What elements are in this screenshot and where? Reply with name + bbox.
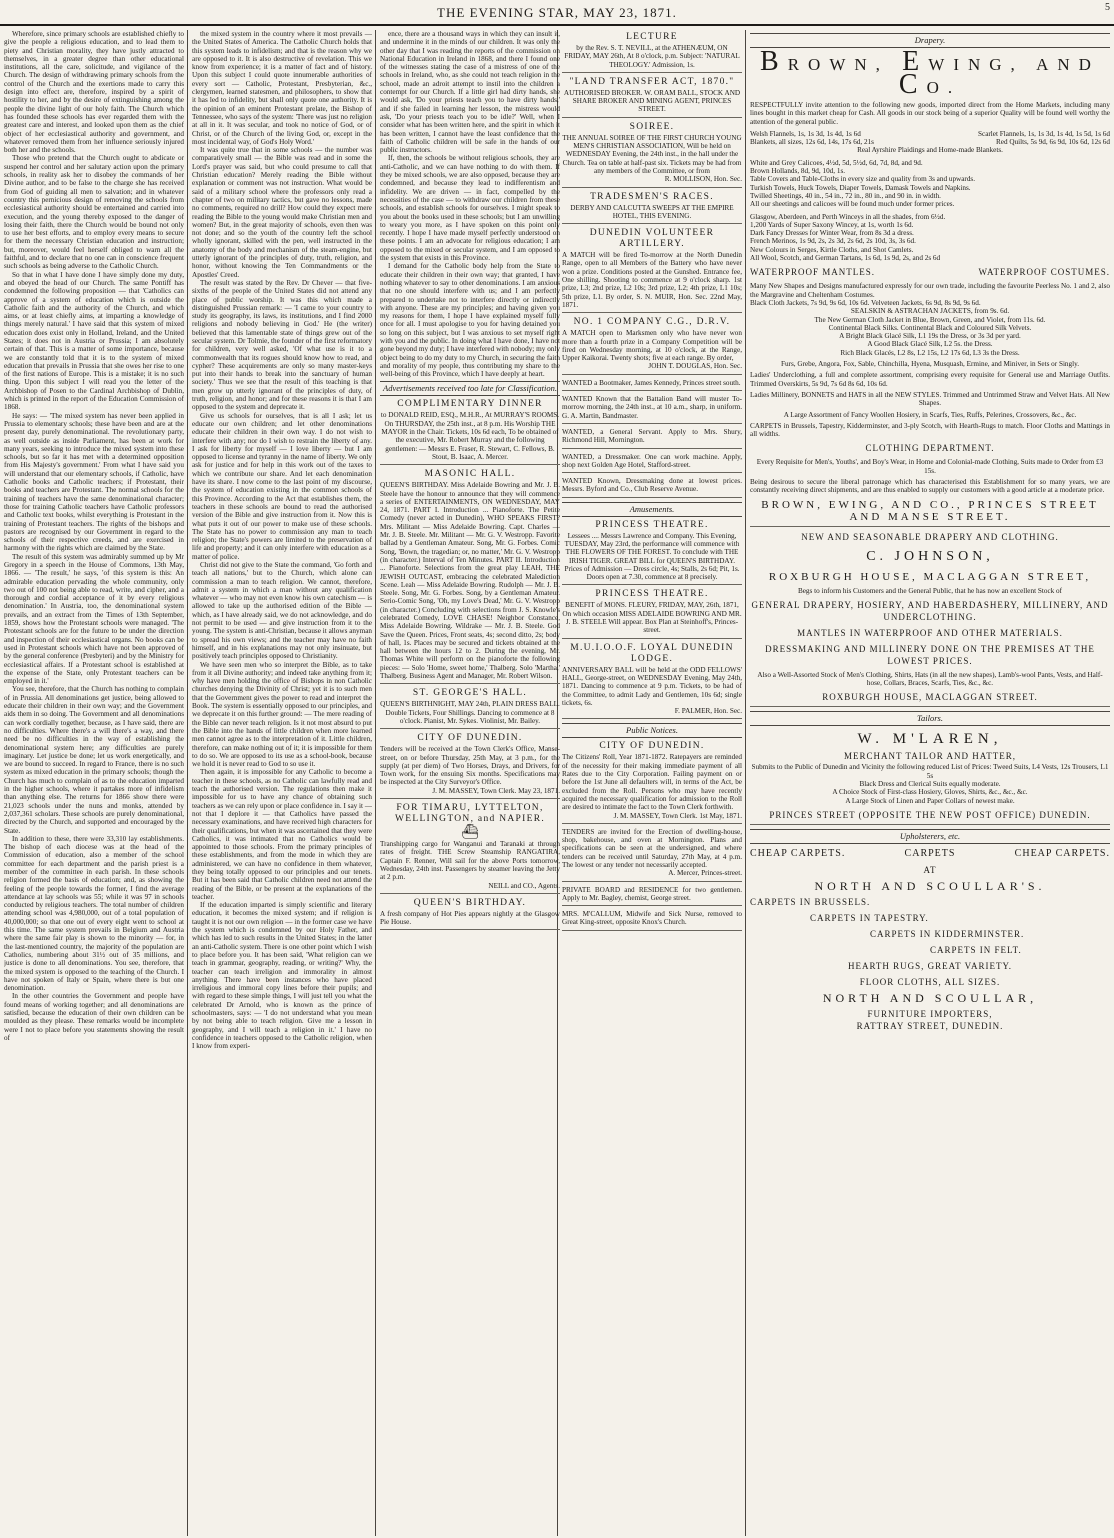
carpets-firm: NORTH AND SCOULLAR'S. [814,878,1046,893]
editorial-paragraph: Then again, it is impossible for any Catholic to become a teacher in these schools, as no Catholic can lawfully read and teach the authorised version. The regulations then make it impossible for us to have any chance of obtaining such teachers as we can rely upon or place confidence in. I say it — not that I deplore it — that Catholics have passed the necessary examinations, and have received high characters for their qualifications, but when it was ascertained that they were Catholics, it was intimated that no Catholics would be appointed to those schools. From the primary principles of these establishments, and from the mode in which they are administered, we can have no confidence in them whatever, they being totally opposed to our principles and our tenets. But it has been said that Catholic children need not attend the reading of the Bible, or be present at the explanations of the teacher. [192,768,372,901]
ad-wanted [562,379,742,391]
ad-headline: SOIREE. [629,121,675,132]
ad-signature: R. MOLLISON, Hon. Sec. [664,175,742,184]
ad-headline: FOR TIMARU, LYTTELTON, WELLINGTON, and NAPIER. [394,803,546,825]
mantles-item: Ladies' Underclothing, a full and complete assortment, comprising every requisite for General use and Marriage Outfits. Trimmed Overskirts, 5s 9d, 7s 6d 8s 6d, 10s 6d. [750,371,1110,388]
banner-letter: E [902,46,929,77]
johnson-address: ROXBURGH HOUSE, MACLAGGAN STREET, [768,570,1092,583]
mantles-item: A Good Black Glacé Silk, L2 5s. the Dress. [867,340,993,349]
ad-signature: J. M. MASSEY, Town Clerk. 1st May, 1871. [613,811,742,820]
section-heading-drapery: Drapery. [750,33,1110,48]
price-item: Brown Hollands, 8d, 9d, 10d, 1s. [750,167,846,176]
ad-body: Lessees .... Messrs Lawrence and Company. This Evening, TUESDAY, May 23rd, the performance will commence with THE FLOWERS OF THE FOREST. To conclude with THE IRISH TIGER. GREAT BILL for QUEEN'S BIRTHDAY. Prices of Admission — Dress circle, 4s; Stalls, 2s 6d; Pit, 1s. Doors open at 7.30, commence at 8 precisely. [564,531,740,582]
costumes-head: WATERPROOF COSTUMES. [978,267,1110,278]
steamship-icon: ⛴ [461,825,479,841]
ad-body: AUTHORISED BROKER. W. ORAM BALL, STOCK AND SHARE BROKER AND MINING AGENT, PRINCES STREET. [563,88,741,114]
ads-column-4 [562,30,742,1536]
banner-letter: B [760,46,788,77]
editorial-paragraph: It was quite true that in some schools — the number was comparatively small — the Bible was read and in some the Lord's prayer was said, but who could presume to call that Christian education? Merely reading the Bible without explanation or comment was not instruction. What would be said of a military school where the professors only read a chapter of two on military tactics, but gave no lessons, made no comments, required no drill? How could they expect mere reading the Bible to the young would make Christian men and women? But, in the great majority of schools, even then was not done; and so the youth of the country left the school wholly ignorant, skilled with the pen, well instructed in the anatomy of the body and mechanism of the steam-engine, but utterly ignorant of the principles of duty, truth, religion, and honor, without knowing the Ten Commandments or the Apostles' Creed. [192,146,372,279]
ad-headline: LECTURE [626,32,678,42]
ad-body: MRS. M'CALLUM, Midwife and Sick Nurse, removed to Great King-street, opposite Knox's Church. [562,910,742,927]
price-item: Twilled Sheetings, 40 in., 54 in., 72 in., 80 in., and 90 in. in width. [750,191,941,200]
carpets-kind: CARPETS IN TAPESTRY. [810,912,929,923]
ad-body: by the Rev. S. T. NEVILL, at the ATHENÆUM, ON FRIDAY, MAY 26th, At 8 o'clock, p.m. Subject: 'NATURAL THEOLOGY.' Admission, 1s. [564,44,740,69]
carpets-top: CARPETS [904,847,956,859]
ad-steamship [380,803,560,894]
editorial-paragraph: the mixed system in the country where it most prevails — the United States of America. The Catholic Church holds that this system leads to infidelism; and that is the reason why we are opposed to it. It is also destructive of revelation. This we know from experience; it is a matter of fact and of history. Upon this subject I could quote innumerable authorities of every sort — Catholic, Protestant, Presbyterian, &c., clergymen, learned statesmen, and philosophers, to show that it has led to infidelity, but shall only quote one authority. It is the opinion of an eminent Protestant prelate, the Bishop of Tennessee, who says of the system: 'There was just no religion at all in it. It was secular, and took no notice of God, or of Christ, or of the Church of the living God, or, except in the most incidental way, of God's Holy Word.' [192,30,372,146]
ad-body: THE ANNUAL SOIREE OF THE FIRST CHURCH YOUNG MEN'S CHRISTIAN ASSOCIATION, Will be held on WEDNESDAY Evening, the 24th inst., in the hall under the Church. Tea on table at half-past six. Tickets may be had from any members of the Committee, or from [562,133,742,175]
editorial-paragraph: Those who pretend that the Church ought to abdicate or suspend her control and her salutary action upon the primary schools, in reality ask her to disobey the commands of her Divine author, and to be false to the charge she has received from God of guiding all men to salvation; and in whatever country this pernicious design of removing the schools from ecclesiastical authority should be entertained and carried into execution, and the young thereby exposed to the danger of losing their faith, there the Church would be bound not only to use her best efforts, and to employ every means to secure for them the necessary Christian education and instruction; but, moreover, would feel herself obliged to warn all the faithful, and to declare that no one can in conscience frequent such schools as being adverse to the Catholic Church. [4,154,184,271]
ad-headline: DUNEDIN VOLUNTEER ARTILLERY. [589,228,715,250]
ad-share-broker [562,77,742,118]
mantles-item: CARPETS in Brussels, Tapestry, Kidderminster, and 3-ply Scotch, with Hearth-Rugs to match. Floor Cloths and Mattings in all widths. [750,421,1110,439]
editorial-column-1 [4,30,184,1536]
maclaren-title: MERCHANT TAILOR AND HATTER, [844,751,1016,762]
ad-body: Tenders will be received at the Town Clerk's Office, Manse-street, on or before Thursday, 25th May, at 3 p.m., for the supply (at per diem) of Two Horses, Drays, and Drivers, for Town work, for the ensuing Six months. Specifications may be inspected at the City Surveyor's Office. [380,745,560,787]
mantles-item: A Large Assortment of Fancy Woollen Hosiery, in Scarfs, Ties, Ruffs, Pelerines, Crossovers, &c., &c. [783,410,1077,419]
johnson-line: DRESSMAKING AND MILLINERY DONE ON THE PREMISES AT THE LOWEST PRICES. [765,643,1095,666]
ad-headline: M.U.I.O.O.F. LOYAL DUNEDIN LODGE. [570,642,734,664]
ad-headline: PRINCESS THEATRE. [595,589,709,600]
section-heading-upholsterers: Upholsterers, etc. [750,829,1110,844]
clothing-department-head: CLOTHING DEPARTMENT. [865,443,995,454]
ad-body: WANTED Known that the Battalion Band will muster To-morrow morning, the 24th inst., at 10 a.m., sharp, in uniform. G. A. Martin, Bandmaster. [562,395,742,420]
ad-body: PRIVATE BOARD and RESIDENCE for two gentlemen. Apply to Mr. Bagley, chemist, George street. [562,885,742,902]
johnson-footer: ROXBURGH HOUSE, MACLAGGAN STREET. [750,691,1110,707]
price-row [750,138,1110,146]
ad-body: WANTED, a General Servant. Apply to Mrs. Shury, Richmond Hill, Mornington. [562,427,742,445]
ad-soiree [562,122,742,188]
johnson-headline: NEW AND SEASONABLE DRAPERY AND CLOTHING. [801,531,1059,542]
mantles-item: SEALSKIN & ASTRACHAN JACKETS, from 9s. 6d. [850,307,1010,316]
ad-signature: J. M. MASSEY, Town Clerk. May 23, 1871. [432,786,560,795]
mantles-item: Furs, Grebe, Angora, Fox, Sable, Chinchilla, Hyena, Musquash, Ermine, and Miniver, in Sets or Singly. [780,360,1080,369]
ad-wanted [562,477,742,498]
ad-headline: MASONIC HALL. [424,469,516,480]
firm-footer-brown-ewing: BROWN, EWING, AND CO., PRINCES STREET AND MANSE STREET. [750,499,1110,527]
ad-body: WANTED a Bootmaker, James Kennedy, Princes street south. [562,378,741,387]
section-heading-amusements: Amusements. [562,502,742,517]
editorial-paragraph: If the education imparted is simply scientific and literary education, it becomes the mixed system; and if religion is taught it is not our own religion — in the former case we have the system which is condemned by our Holy Father, and which has led to such results in the United States; in the latter an anti-Catholic system. There is one other point which I wish to place before you. It has been said, 'What religion can we teach in grammar, geography, reading, or writing?' Why, the teacher can teach irreligion and immorality in almost anything. There have been instances who have placed irreligious and immoral copy lines before their pupils; and with regard to these simple things, I will just tell you what the celebrated Dr Arnold, who is known as the prince of schoolmasters, says: — 'I do not understand what you mean by not being able to teach religion. Give me a lesson in geography, and I will teach a religion in it.' I have no confidence in teachers opposed to the Catholic religion, when I know from experi- [192,901,372,1051]
mantles-item: A Bright Black Glacé Silk, L1 19s the Dress, or 3s 3d per yard. [839,332,1021,341]
ad-body: Transhipping cargo for Wanganui and Taranaki at through rates of freight. THE Screw Steamship RANGATIRA, Captain F. Renner, Will sail for the above Ports tomorrow, Wednesday, 24th inst. Passengers by steamer leaving the Jetty at 2 p.m. [380,840,560,882]
ad-headline: CITY OF DUNEDIN. [417,733,523,744]
price-item: Blankets, all sizes, 12s 6d, 14s, 17s 6d, 21s [750,138,874,147]
price-item: All Wool, Scotch, and German Tartans, 1s 6d, 1s 9d, 2s, and 2s 6d [750,254,941,263]
editorial-paragraph: The result of this system was admirably summed up by Mr Gregory in a speech in the House of Commons, 13th May, 1866. — 'The result,' he says, 'of this system is this: An admirable education pervading the whole community, only two out of 100 not being able to read, write, and cipher, and a thorough and cordial acceptance of it by every religious denomination.' In Austria, too, the denominational system prevails, and an extract from the Times of 13th September, 1859, shows how the Protestant schools were managed. 'The Protestant schools are for the future to be under the direction and inspection of their ecclesiastical organs. No books can be used in Protestant schools which have not been approved of by the general conference (Presbyteri) and by the Ministry for ecclesiastical affairs. If a Protestant school is established at the expense of the State, only Protestant teachers can be employed in it.' [4,552,184,686]
ad-city-tenders [380,733,560,799]
maclaren-line: A Large Stock of Linen and Paper Collars of newest make. [845,796,1015,805]
editorial-paragraph: We have seen men who so interpret the Bible, as to take from it all Divine authority; and indeed take anything from it; why have men holding the office of Bishops in non Catholic churches denying the Divinity of Christ; yet it is to such men that the Government gives the power to read and interpret the Book. The system is essentially opposed to our principles, and we deprecate it on this further ground: — The mere reading of the Bible can never teach religion. Is it not most absurd to put the Bible into the hands of little children when more learned men cannot agree as to the interpretation of it. Little children, therefore, can make nothing out of it; it is impossible for them to do so. We are opposed to its use as a school-book, because we hold it is never read to God to so use it. [192,660,372,769]
ad-queens-birthday-pies [380,898,560,931]
ad-signature: F. PALMER, Hon. Sec. [674,707,742,716]
ad-body: WANTED Known, Dressmaking done at lowest prices. Messrs. Byford and Co., Club Reserve Avenue. [562,477,742,494]
ad-headline: NO. 1 COMPANY C.G., D.R.V. [573,317,731,328]
mantles-item: Continental Black Silks. Continental Black and Coloured Silk Velvets. [828,323,1032,332]
ad-body: DERBY AND CALCUTTA SWEEPS AT THE EMPIRE HOTEL, THIS EVENING. [570,203,734,220]
johnson-intro: Begs to inform his Customers and the General Public, that he has now an excellent Stock of [797,586,1063,595]
firm-banner-brown-ewing [750,46,1110,100]
ad-body: A fresh company of Hot Pies appears nightly at the Glasgow Pie House. [380,909,560,927]
editorial-paragraph: I demand for the Catholic body help from the State to educate their children in their own way; that granted, I have nothing whatever to say to other denominations. I am anxious that no one should interfere with us; and I am perfectly prepared to undertake not to interfere directly or indirectly with anyone. These are my principles; and having given you my reasons for them, I hope I have explained myself fully once for all. I must apologise to you for having detained you so long on this subject, but I was anxious to set myself right with you and the public. In doing what I have done, I have not gone beyond my duty; I have interfered with nobody; my only object being to do my duty to my Church, in securing the faith and morality of my people, thus contributing my share to the well-being of this Province, which I have deeply at heart. [380,262,560,379]
ad-body: to DONALD REID, ESQ., M.H.R., At MURRAY'S ROOMS. On THURSDAY, the 25th inst., at 8 p.m. His Worship THE MAYOR in the Chair. Tickets, 10s 6d each, To be obtained of the executive, Mr. Robert Murray and the following gentlemen: — Messrs E. Fraser, R. Stewart, C. Fellows, B. Stout, B. Isaac, A. Mercer. [380,411,560,461]
ad-tenders [562,828,742,882]
ad-headline: "LAND TRANSFER ACT, 1870." [569,76,735,87]
editorial-paragraph: You see, therefore, that the Church has nothing to complain of in Prussia. All denominations get justice, being allowed to educate their children in their own way; and the Government aids them in so doing. The Government and all denominations can work cordially together, because, as I have said, there are no difficulties. Where there's a will there's a way, and there need be no difficulties in the way of establishing the denominational system here; any difficulties are purely imaginary. Let justice be done; let us work energetically, and we are bound to succeed. In regard to France, there is no such system as mixed education in the primary schools; though the Church has much to complain of as to the education imparted in the higher schools, where it partakes more of infidelism than anything else. The returns for 1866 show there were 21,023 schools under the nuns and monks, attended by 2,037,361 scholars. These schools are purely denominational, directed by the Church, and supported and encouraged by the State. [4,685,184,835]
ad-private-board [562,886,742,907]
ad-princess-theatre [562,520,742,586]
ad-signature: NEILL and CO., Agents. [488,881,560,890]
ad-wanted [562,428,742,449]
mantles-item: Many New Shapes and Designs manufactured expressly for our own trade, including the favourite Peerless No. 1 and 2, also the Margravine and Cheltenham Costumes. [750,282,1110,299]
column-rule [375,30,376,1536]
ad-body: A MATCH will be fired To-morrow at the North Dunedin Range, open to all Members of the Battery who have never won a prize. Conditions posted at the Gunshed. Entrance fee, One shilling. Shooting to commence at 9 o'clock sharp. 1st prize, L3; 2nd prize, L2 10s; 3rd prize, L2; 4th prize, L1 10s; 5th prize, L1. By order, S. N. MUIR, Hon. Sec. 22nd May, 1871. [562,251,742,309]
banner-word: ROWN, [787,55,889,74]
mantles-head: WATERPROOF MANTLES. [750,267,876,278]
ad-masonic-hall [380,469,560,684]
editorial-paragraph: Wherefore, since primary schools are established chiefly to give the people a religious education, and to lead them to piety and Christian morality, they have justly attracted to themselves, in a greater degree than other educational institutions, all the care, solicitude, and vigilance of the Church. The design of withdrawing primary schools from the control of the Church and the exertions made to carry this design into effect are, therefore, inspired by a spirit of hostility to her, and by the desire of extinguishing among the people the divine light of our holy faith. The Church which has founded these schools has ever regarded them with the greatest care and interest, and looked upon them as the chief object of her ecclesiastical authority and government, and whatever removed them from her influence seriously injured both her and the schools. [4,30,184,155]
clothing-item: Being desirous to secure the liberal patronage which has characterised this Establishment for so many years, we are constantly receiving direct shipments, and are thus enabled to supply our customers with a good article at a moderate price. [750,477,1110,495]
price-item: Glasgow, Aberdeen, and Perth Winceys in all the shades, from 6½d. [750,212,946,221]
price-item: Real Ayrshire Plaidings and Home-made Blankets. [857,146,1003,155]
price-item: Red Quilts, 5s 9d, 6s 9d, 10s 6d, 12s 6d [995,138,1110,147]
column-rule [187,30,188,1536]
ad-body: QUEEN'S BIRTHDAY. Miss Adelaide Bowring and Mr. J. B. Steele have the honour to announce that they will commence a series of ENTERTAINMENTS, ON WEDNESDAY, MAY 24, 1871. PART I. Introduction ... Pianoforte. The Petite Comedy (never acted in Dunedin), WHO SPEAKS FIRST? Mrs. Militant — Miss Adelaide Bowring. Capt. Charles — Mr. J. B. Steele. Mr. Militant — Mr. G. V. Westropp. Favorite ballad by a Gentleman Amateur. Song, Mr. G. Forbes. Comic Song, 'Bown, the tragedian; or, no matter,' Mr. G. V. Westropp (in character.) Interval of Ten Minutes. PART II. Introduction ... Pianoforte. Selections from the great play LEAH, THE JEWISH OUTCAST, embracing the celebrated Malediction Scene. Leah — Miss Adelaide Bowring. Rudolph — Mr. J. B. Steele. Song, Mr. G. Forbes. Song, by a Gentleman Amateur. Serio-Comic Song, 'Oh, my Love's Dead,' Mr. G. V. Westropp (in character.) Concluding with selections from J. S. Knowle's celebrated Comedy, LOVE CHASE! Neighbor Constance, Miss Adelaide Bowring. Wildrake — Mr. J. B. Steele. God Save the Queen. Prices, Front seats, 4s; second ditto, 2s; body of hall, 1s. Places may be secured and tickets obtained at the hall between the hours 12 to 2. During the evening, Mr. Thomas White will perform on the pianoforte the following pieces: — Solo 'Home, sweet home,' Thalberg. Solo 'Martha,' Thalberg. Business Agent and Manager, Mr. Robert Wilson. [380,481,560,681]
ad-signature: A. Mercer, Princes-street. [668,869,742,878]
mantles-item: The New German Cloth Jacket in Blue, Brown, Green, and Violet, from 11s. 6d. [814,315,1046,324]
banner-word: O. [926,78,962,97]
ads-column-wide [750,30,1110,1536]
editorial-paragraph: Christ did not give to the State the command, 'Go forth and teach all nations,' but to the Church, which alone can commission a man to teach religion. We cannot, therefore, admit a system in which a man without any qualification whatever — who may not even know his own catechism — is allowed to take up the authorised edition of the Bible — which, as I have already said, we do not acknowledge, and do not permit to be used — and give instruction from it to the young. The system is anti-Christian, because it allows anyman to spread his own views; and the teacher may have no faith himself, and in his explanations may not only insinuate, but positively teach principles opposed to Christianity. [192,561,372,661]
price-item: Table Covers and Table-Cloths in every size and quality from 3s and upwards. [750,175,976,184]
editorial-paragraph: If, then, the schools be without religious schools, they are anti-Catholic, and we can have nothing to do with them. If they be mixed schools, we are also opposed, because they are condemned, and because they lead to indifferentism and infidelity. We are driven — in fact, compelled by the necessities of the case — to withdraw our children from these schools, and establish schools for ourselves. I might speak to you about the books used in these schools; but I am unwilling to weary you more, as I have spoken on this point only recently. I hope I have made myself perfectly understood on these points. I am an advocate for religious education; I am opposed to the mixed or secular system, and I am opposed to the system that exists in this Province. [380,154,560,263]
ad-company-match [562,317,742,374]
carpets-top: CHEAP CARPETS. [750,847,846,859]
drapery-price-list [750,130,1110,262]
ad-complimentary-dinner [380,399,560,465]
ad-headline: PRINCESS THEATRE. [595,519,709,530]
ad-wanted [562,395,742,424]
ad-midwife [562,910,742,931]
ad-headline: QUEEN'S BIRTHDAY. [413,897,527,908]
johnson-also: Also a Well-Assorted Stock of Men's Clothing, Shirts, Hats (in all the new shapes), Lamb's-wool Pants, Vests, and Half-hose, Collars, Braces, Scarfs, Ties, &c., &c. [757,670,1103,688]
carpets-line: FLOOR CLOTHS, ALL SIZES. [859,976,1001,987]
editorial-column-3 [380,30,560,1536]
carpets-footer-role: FURNITURE IMPORTERS, [867,1008,993,1019]
editorial-paragraph: The result was stated by the Rev. Dr Chever — that five-sixths of the people of the United States did not attend any place of public worship. It was this which made a distinguished Prussian remark: — 'I came to your country to study its geography, its laws, its institutions, and I find 2000 religions and nobody believing in God.' He (the writer) believed that this lamentable state of things grew out of the secular system. Dr Tolmie, the founder of the first reformatory for children, very well asked, 'Of what use is it to a commonwealth that its rogues should know how to read, and cypher? These acquirements are only so many master-keys put into their hands to break into the sanctuary of human society.' Thus we see that the result of this teaching is that men grow up utterly ignorant of the principles of duty, of truth, religion, and honor; and for these reasons it is that I am opposed to the system and deprecate it. [192,278,372,412]
editorial-paragraph: So that in what I have done I have simply done my duty, and obeyed the head of our Church. The same Pontiff has condemned the following proposition — that 'Catholics can approve of a system of education which is outside the Catholic faith and the authority of the Church, and which aims, or at least chiefly aims, at imparting a knowledge of things merely natural.' I have said that this system of mixed education does exist only in Holland, Ireland, and the United States; it does not in Austria or Prussia; I am absolutely certain of that. This is a matter of some importance, because we are constantly told that it is to the system of mixed education that prevails in Prussia that she owes her rise to one of the first nations of Europe. This is a mistake; it is no such thing. Upon this subject I will read you the letter of the Archbishop of Posen to the Cardinal Archbishop of Dublin, which is printed in the report of the Education Commission of 1868. [4,270,184,412]
maclaren-address: PRINCES STREET (OPPOSITE THE NEW POST OFFICE) DUNEDIN. [750,809,1110,825]
carpets-line: HEARTH RUGS, GREAT VARIETY. [847,960,1013,971]
mantles-item: Ladies Millinery, BONNETS and HATS in all the NEW STYLES. Trimmed and Untrimmed Straw and Velvet Hats. All New Shapes. [750,390,1110,408]
price-item: All our sheetings and calicoes will be found much under former prices. [750,200,955,209]
ad-headline: ST. GEORGE'S HALL. [412,688,528,699]
price-item: Welsh Flannels, 1s, 1s 3d, 1s 4d, 1s 6d [750,129,861,138]
ad-volunteer-artillery [562,228,742,313]
mantles-headline [750,266,1110,278]
ad-princess-theatre-benefit [562,589,742,638]
ad-headline: TRADESMEN'S RACES. [590,191,714,202]
ad-body: ANNIVERSARY BALL will be held at the ODD FELLOWS' HALL, George-street, on WEDNESDAY Evening, May 24th, 1871. Dancing to commence at 9 p.m. Tickets, to be had of the Committee, to admit Lady and Gentlemen, 10s 6d; single tickets, 6s. [562,665,742,707]
price-item: New Colours in Serges, Kirtle Cloths, and Shot Camlets. [750,245,914,254]
johnson-line: MANTLES IN WATERPROOF AND OTHER MATERIALS. [797,627,1063,638]
carpets-footer-address: RATTRAY STREET, DUNEDIN. [856,1020,1004,1031]
carpets-at: AT [923,864,937,875]
editorial-paragraph: Give us schools for ourselves, that is all I ask; let us educate our own children; and let other denominations educate their children in their own way. I do not wish to interfere with any; nor do I wish to restrain the liberty of any. I ask for liberty for myself — I love liberty — but I am opposed to license and tyranny in the name of liberty. We only ask for justice and for help in this work out of the taxes to which we contribute our share. And let each denomination have its share. I now come to the last point of my discourse, the system of education existing in the common schools of this Province. According to the Act that establishes them, the teachers in these schools are bound to read the authorised version of the Bible and give instruction from it. Now this is what puts it out of our power to make use of these schools. The State has no power to commission any man to teach religion; the State's powers are limited to the preservation of life and property; and it can only interfere with education as a matter of police. [192,411,372,561]
price-row [750,130,1110,138]
ad-odd-fellows-ball [562,643,742,720]
carpets-kind: CARPETS IN BRUSSELS. [750,896,871,907]
editorial-paragraph: In addition to these, there were 33,310 lay establishments. The bishop of each diocese was at the head of the Commission of education, also a member of the school committee for each department and the parish priest is a member of the committee in each parish. In these schools religion formed the basis of education; and, as showing the feeling of the people towards the former, I find the average attendance at lay schools was 55; while it was 97 in schools conducted by religious teachers. The total number of children attending school was 4,980,000, out of a total population of 40,000,000; so that one out of every eight went to school at this time. The same system prevails in Belgium and Austria where the same fair play is shown to the minority — for, in the last-mentioned country, the majority of the population are Catholics, numbering about 31½ out of 35 millions, and justice is done to all denominations. You see, therefore, that the mixed system is opposed to the teaching of the Church. I have not spoken of Italy or Spain, where there is but one denomination. [4,834,184,993]
drapery-intro: RESPECTFULLY invite attention to the following new goods, imported direct from the Home Markets, including many lines bought in this market cheap for Cash. All goods in our stock being of a superior Quality will be found well worthy the attention of the general public. [750,101,1110,126]
ad-headline: CITY OF DUNEDIN. [599,741,705,752]
section-heading-tailors: Tailors. [750,711,1110,726]
mantles-item: Rich Black Glacés, L2 8s, L2 15s, L2 17s 6d, L3 3s the Dress. [840,348,1020,357]
ad-citizens-roll [562,741,742,823]
ad-lecture [562,32,742,73]
price-item: Turkish Towels, Huck Towels, Diaper Towels, Damask Towels and Napkins. [750,183,971,192]
ad-body: WANTED, a Dressmaker. One can work machine. Apply, shop next Golden Age Hotel, Stafford-street. [562,452,742,469]
maclaren-name: W. M'LAREN, [857,731,1003,748]
price-item: Dark Fancy Dresses for Winter Wear, from 8s 3d a dress. [750,229,914,238]
ad-body: QUEEN'S BIRTHNIGHT, MAY 24th, PLAIN DRESS BALL. Double Tickets, Four Shillings. Dancing to commence at 8 o'clock. Pianist, Mr. Sykes. Violinist, Mr. Bailey. [380,700,560,725]
mantles-item: Black Cloth Jackets, 7s 9d, 9s 6d, 10s 6d. Velveteen Jackets, 6s 9d, 8s 9d, 9s 6d. [750,298,981,307]
johnson-name: C. JOHNSON, [866,548,994,564]
maclaren-line: A Choice Stock of First-class Hosiery, Gloves, Shirts, &c., &c., &c. [832,788,1028,797]
ad-body: A MATCH open to Marksmen only who have never won more than a fourth prize in a Company Competition will be fired on Wednesday morning, at 10 o'clock, at the Range, Upper Kaikorai. Twenty shots; five at each range. By order, [562,329,742,363]
carpets-kind: CARPETS IN KIDDERMINSTER. [870,928,1025,939]
editorial-paragraph: ence, there are a thousand ways in which they can insult it, and undermine it in the minds of our children. It was only the other day that I was reading the reports of the commission on National Education in Ireland in 1868, and there I found one of the witnesses stating the case of a mistress of one of the schools in Ireland, who, as she could not teach religion in the school, made an adroit attempt to instil into the children a contempt for our Church. If a little girl had dirty hands, she would ask, 'Do your priests teach you to have dirty hands,' and if she failed in learning her lesson, the mistress would ask, 'Do your priests teach you to be idle?' Well, when I consider what has been written here, and the spirit in which it has been written, I cannot have the least confidence that the faith of Catholic children will be safe in the hands of our public instructors. [380,30,560,155]
masthead-title: THE EVENING STAR, MAY 23, 1871. [437,5,677,20]
ad-signature: JOHN T. DOUGLAS, Hon. Sec. [648,362,742,371]
editorial-column-2 [192,30,372,1536]
price-item: 1,200 Yards of Super Saxony Wincey, at 1s, worth 1s 6d. [750,220,914,229]
page-number: 5 [1105,2,1110,13]
ad-tradesmens-races [562,192,742,225]
price-item: White and Grey Calicoes, 4½d, 5d, 5½d, 6d, 7d, 8d, and 9d. [750,158,923,167]
johnson-line: GENERAL DRAPERY, HOSIERY, AND HABERDASHERY, MILLINERY, AND UNDERCLOTHING. [751,599,1109,622]
section-heading-public-notices: Public Notices. [562,723,742,738]
maclaren-intro: Submits to the Public of Dunedin and Vicinity the following reduced List of Prices: Tweed Suits, L4 Vests, 12s Trousers, L1 5s [751,763,1109,780]
banner-letter: C [898,69,927,100]
carpets-top-row [750,848,1110,860]
ad-body: BENEFIT of MONS. FLEURY, FRIDAY, MAY, 26th, 1871, On which occasion MISS ADELAIDE BOWRING AND MR. J. B. STEELE Will appear. Box Plan at Steinhoff's, Princes-street. [562,601,742,635]
price-item: French Merinos, 1s 9d, 2s, 2s 3d, 2s 6d, 2s 10d, 3s, 3s 6d. [750,237,916,246]
ad-st-georges-hall [380,688,560,729]
editorial-paragraph: In the other countries the Government and people have found means of working together; and all denominations are satisfied, because the education of their own children can be moulded as they please. These remarks would be incomplete were I not to place before you statements showing the result of [4,992,184,1042]
banner-word: WING, [928,55,1024,74]
ad-headline: COMPLIMENTARY DINNER [397,399,543,410]
price-item: Scarlet Flannels, 1s, 1s 3d, 1s 4d, 1s 5d, 1s 6d [978,129,1110,138]
carpets-top: CHEAP CARPETS. [1014,847,1110,859]
ad-wanted [562,453,742,474]
banner-word: AND [1036,55,1100,74]
column-rule [745,30,746,1536]
maclaren-line: Black Dress and Clerical Suits equally moderate. [859,780,1001,789]
section-heading-late-ads: Advertisements received too late for Classification. [380,381,560,396]
ad-body: TENDERS are invited for the Erection of dwelling-house, shop, bakehouse, and oven at Mornington. Plans and specifications can be seen at the undersigned, and where tenders can be received until Saturday, 27th May, at 4 p.m. The lowest or any tender not necessarily accepted. [562,827,742,869]
clothing-item: Every Requisite for Men's, Youths', and Boy's Wear, in Home and Colonial-made Clothing, Suits made to Order from £3 15s. [756,458,1104,475]
ad-body: The Citizens' Roll, Year 1871-1872. Ratepayers are reminded of the necessity for their making immediate payment of all Rates due to the City Corporation. Failing payment on or before the 1st June all defaulters will, in terms of the Act, be excluded from the Roll. Persons who may have recently acquired the necessary qualification for admission to the Roll are desired to intimate the fact to the Town Clerk forthwith. [562,753,742,812]
carpets-kind: CARPETS IN FELT. [930,944,1022,955]
masthead [0,0,1114,26]
carpets-footer-firm: NORTH AND SCOULLAR, [822,990,1038,1005]
editorial-paragraph: He says: — 'The mixed system has never been applied in Prussia to elementary schools; these have been and are at the present day, purely denominational. The revolutionary party, as well outside as inside Parliament, has been at work for many years, seeking to introduce the mixed system into these schools, but so far it has met with a determined opposition from His Majesty's government.' From what I have said you will understand that our elementary schools, if Catholic, have Catholic books and Catholic teachers; if Protestant, their books and teachers are Protestant. The normal schools for the training of teachers have the same denominational character; those for training Catholic teachers have Catholic professors and Catholic text books, whilst everything is Protestant in the training of Protestant teachers. The rights of the bishops and pastors are recognised by our Government in regard to the schools of their respective creeds, and are exercised in harmony with the rights which are claimed by the State. [4,411,184,553]
